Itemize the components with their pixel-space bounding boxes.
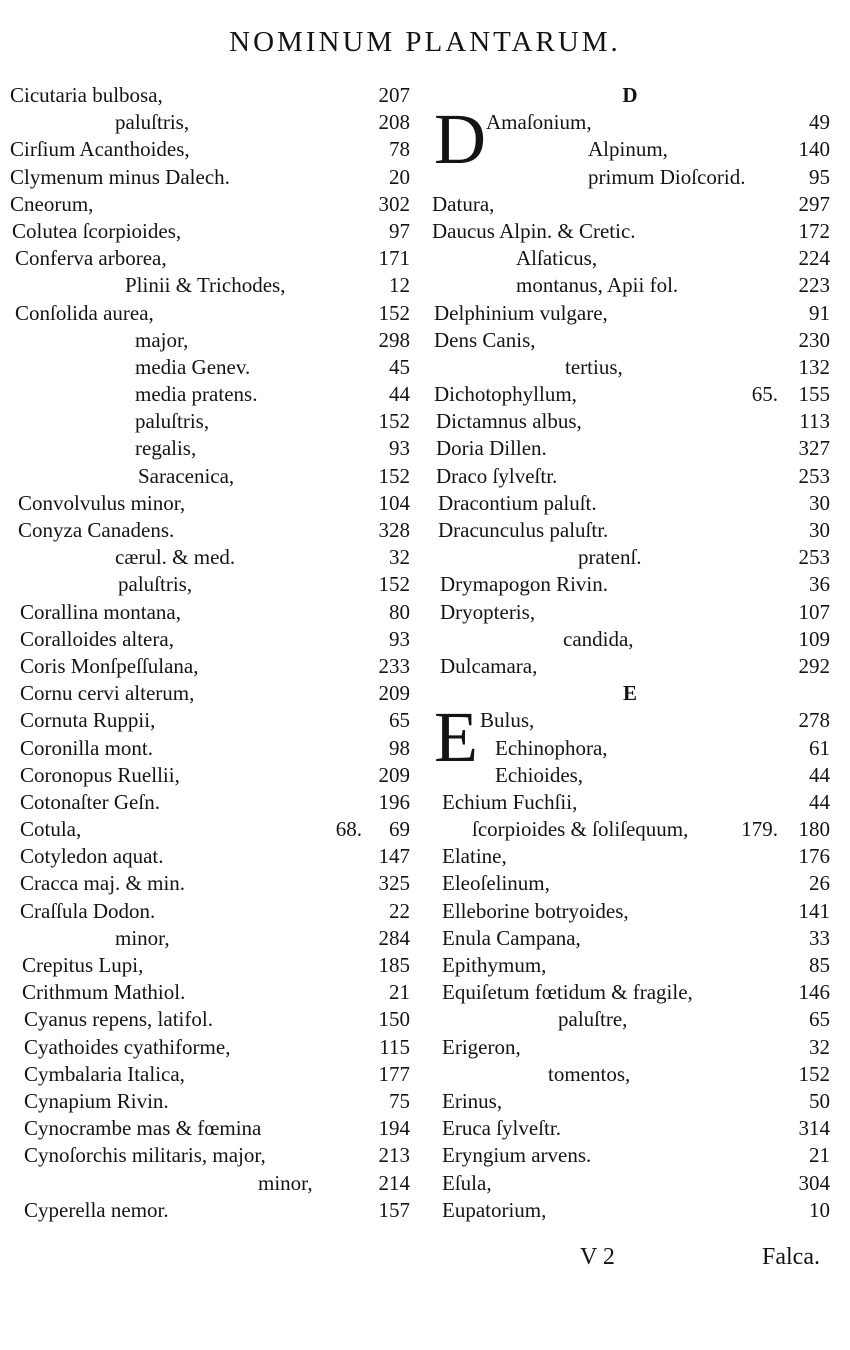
index-entry (430, 1115, 830, 1142)
entry-name: Dens Canis, (434, 327, 536, 352)
entry-name: Conſolida aurea, (15, 300, 154, 325)
entry-name: tertius, (565, 354, 623, 379)
index-entry (10, 544, 410, 571)
entry-page-number: 49 (809, 110, 830, 135)
index-entry (10, 843, 410, 870)
index-entry (430, 354, 830, 381)
entry-name: Erigeron, (442, 1034, 521, 1059)
entry-name: paluſtris, (115, 110, 190, 135)
entry-page-number: 98 (389, 735, 410, 760)
entry-page-number: 141 (798, 898, 830, 923)
index-entry (10, 1197, 410, 1224)
entry-page-number: 80 (389, 599, 410, 624)
entry-name: Cirſium Acanthoides, (10, 137, 190, 162)
entry-name: minor, (258, 1170, 313, 1195)
index-entry (10, 735, 410, 762)
index-entry (430, 463, 830, 490)
entry-name: tomentos, (548, 1061, 631, 1086)
entry-page-number: 85 (809, 953, 830, 977)
index-entry (430, 952, 830, 979)
index-entry (10, 218, 410, 245)
index-entry (10, 1006, 410, 1033)
index-entry (430, 925, 830, 952)
entry-name: Cyanus repens, latifol. (24, 1007, 213, 1032)
entry-page-number: 176 (798, 844, 830, 869)
entry-page-number: 314 (798, 1116, 830, 1141)
entry-page-number: 140 (798, 137, 830, 162)
entry-page-number: 177 (378, 1061, 410, 1086)
drop-capital: E (434, 697, 478, 778)
entry-name: Dulcamara, (440, 653, 538, 678)
entry-page-number: 298 (378, 327, 410, 352)
entry-name: Colutea ſcorpioides, (12, 218, 182, 243)
entry-name: Corallina montana, (20, 599, 181, 624)
index-entry (430, 626, 830, 653)
entry-name: Cneorum, (10, 191, 94, 216)
entry-page-number: 171 (378, 246, 410, 271)
entry-page-number: 30 (809, 518, 830, 542)
entry-page-number: 194 (378, 1116, 410, 1141)
entry-page-number: 93 (389, 436, 410, 461)
index-entry (10, 327, 410, 354)
index-entry (10, 979, 410, 1006)
index-entry (430, 381, 830, 408)
entry-page-number: 21 (389, 980, 410, 1005)
index-entry (430, 245, 830, 272)
entry-name: Cynapium Rivin. (24, 1088, 169, 1113)
index-entry (10, 435, 410, 462)
index-entry (430, 490, 830, 517)
entry-page-number: 22 (389, 898, 410, 923)
entry-name: major, (135, 327, 189, 352)
entry-page-number: 180 (798, 817, 830, 842)
signature-mark: V 2 (580, 1244, 615, 1270)
entry-name: Alſaticus, (516, 246, 598, 271)
entry-page-number: 115 (379, 1034, 410, 1059)
entry-page-number: 109 (798, 626, 830, 651)
section-letter: D (622, 83, 638, 107)
entry-page-number: 325 (378, 871, 410, 896)
entry-name: Eryngium arvens. (442, 1143, 592, 1168)
index-entry (10, 109, 410, 136)
entry-page-number: 208 (378, 110, 410, 135)
entry-name: media Genev. (135, 354, 251, 379)
entry-page-number: 172 (798, 218, 830, 243)
drop-capital: D (434, 99, 486, 180)
entry-name: paluſtris, (135, 409, 210, 434)
index-entry (10, 1142, 410, 1169)
entry-name: minor, (115, 925, 170, 950)
entry-page-number: 44 (389, 382, 410, 407)
entry-name: Dictamnus albus, (436, 409, 582, 434)
entry-name: cærul. & med. (115, 545, 236, 570)
entry-page-number: 12 (389, 273, 410, 298)
index-entry (430, 517, 830, 544)
entry-name: Plinii & Trichodes, (125, 273, 286, 298)
entry-page-number: 213 (378, 1143, 410, 1168)
entry-name: Cotyledon aquat. (20, 844, 164, 869)
entry-page-number: 65 (809, 1007, 830, 1032)
entry-page-number: 91 (809, 300, 830, 325)
entry-name: Echioides, (495, 762, 584, 787)
entry-page-extra: 68. (335, 817, 362, 842)
entry-page-number: 297 (798, 191, 830, 216)
entry-name: Cymbalaria Italica, (24, 1061, 185, 1086)
index-entry (430, 1170, 830, 1197)
index-entry (430, 272, 830, 299)
entry-page-number: 196 (378, 789, 410, 814)
index-entry (10, 1034, 410, 1061)
entry-page-number: 113 (799, 409, 830, 434)
index-entry (430, 898, 830, 925)
entry-page-number: 104 (378, 490, 410, 515)
entry-page-number: 95 (809, 164, 830, 189)
section-letter: E (622, 681, 637, 706)
entry-page-number: 327 (798, 436, 830, 461)
entry-page-number: 50 (809, 1088, 830, 1113)
entry-page-number: 209 (378, 762, 410, 787)
entry-page-number: 214 (378, 1170, 410, 1195)
entry-name: Bulus, (480, 708, 535, 733)
entry-name: Dracunculus paluſtr. (438, 518, 609, 542)
index-entry (10, 925, 410, 952)
entry-page-number: 207 (378, 83, 410, 107)
index-entry (430, 1197, 830, 1224)
index-entry (10, 300, 410, 327)
entry-name: Cotonaſter Geſn. (20, 789, 160, 814)
index-entry (10, 789, 410, 816)
index-entry (430, 843, 830, 870)
entry-name: Cynoſorchis militaris, major, (24, 1143, 266, 1168)
entry-name: Craſſula Dodon. (20, 898, 156, 923)
index-entry (10, 680, 410, 707)
entry-name: Cicutaria bulbosa, (10, 83, 163, 107)
entry-page-number: 97 (389, 218, 410, 243)
index-entry (430, 571, 830, 598)
index-entry (430, 300, 830, 327)
entry-page-number: 152 (378, 409, 410, 434)
entry-name: Equiſetum fœtidum & fragile, (442, 980, 693, 1005)
index-entry (430, 327, 830, 354)
entry-name: Delphinium vulgare, (434, 300, 608, 325)
entry-name: Enula Campana, (442, 925, 581, 950)
index-entry (10, 898, 410, 925)
entry-name: Conyza Canadens. (18, 518, 175, 542)
entry-page-extra: 65. (751, 382, 778, 407)
entry-name: Dichotophyllum, (434, 382, 577, 407)
entry-name: Datura, (432, 191, 495, 216)
index-entry (10, 245, 410, 272)
entry-name: Doria Dillen. (436, 436, 547, 461)
entry-page-number: 93 (389, 626, 410, 651)
entry-page-number: 26 (809, 871, 830, 896)
entry-name: Saracenica, (138, 463, 235, 488)
index-entry (10, 653, 410, 680)
entry-name: Crepitus Lupi, (22, 953, 144, 977)
entry-name: Echium Fuchſii, (442, 789, 578, 814)
index-entry (10, 191, 410, 218)
entry-name: Erinus, (442, 1088, 503, 1113)
index-entry (430, 1088, 830, 1115)
index-entry (430, 979, 830, 1006)
entry-page-number: 152 (378, 463, 410, 488)
entry-name: Draco ſylveſtr. (436, 463, 558, 488)
index-entry (10, 1170, 410, 1197)
entry-page-number: 36 (809, 572, 830, 597)
index-entry (430, 735, 830, 762)
catchword: Falca. (762, 1244, 820, 1270)
entry-page-number: 78 (389, 137, 410, 162)
index-entry (10, 490, 410, 517)
entry-name: Crithmum Mathiol. (22, 980, 186, 1005)
entry-page-number: 223 (798, 273, 830, 298)
page-title: NOMINUM PLANTARUM. (229, 26, 621, 58)
entry-page-number: 147 (378, 844, 410, 869)
entry-name: candida, (563, 626, 634, 651)
entry-page-number: 152 (378, 300, 410, 325)
entry-page-number: 328 (378, 518, 410, 542)
entry-name: Cynocrambe mas & fœmina (24, 1116, 262, 1141)
entry-page-number: 152 (798, 1061, 830, 1086)
entry-name: Eupatorium, (442, 1197, 547, 1222)
entry-name: Eruca ſylveſtr. (442, 1116, 561, 1141)
entry-page-number: 253 (798, 463, 830, 488)
entry-page-number: 150 (378, 1007, 410, 1032)
entry-name: Epithymum, (442, 953, 547, 977)
entry-name: Cyathoides cyathiforme, (24, 1034, 231, 1059)
entry-page-number: 157 (378, 1197, 410, 1222)
entry-page-number: 304 (798, 1170, 830, 1195)
entry-name: montanus, Apii fol. (516, 273, 679, 298)
index-entry (430, 164, 830, 191)
entry-page-number: 61 (809, 735, 830, 760)
index-entry (10, 82, 410, 109)
entry-name: Coris Monſpeſſulana, (20, 653, 199, 678)
index-entry (10, 816, 410, 843)
entry-name: Eleoſelinum, (442, 871, 550, 896)
entry-page-number: 44 (809, 789, 830, 814)
entry-name: Coralloides altera, (20, 626, 174, 651)
entry-page-number: 65 (389, 708, 410, 733)
index-entry (430, 816, 830, 843)
section-letter-heading (430, 82, 830, 109)
entry-page-number: 278 (798, 708, 830, 733)
entry-page-number: 302 (378, 191, 410, 216)
section-letter-heading (430, 680, 830, 707)
entry-page-number: 152 (378, 572, 410, 597)
entry-page-number: 233 (378, 653, 410, 678)
entry-name: Dryopteris, (440, 599, 536, 624)
entry-name: Elleborine botryoides, (442, 898, 629, 923)
entry-page-number: 69 (389, 817, 410, 842)
entry-name: Clymenum minus Dalech. (10, 164, 230, 189)
entry-name: primum Dioſcorid. (588, 164, 746, 189)
index-column-right (430, 82, 830, 1224)
entry-page-number: 32 (809, 1034, 830, 1059)
entry-name: regalis, (135, 436, 197, 461)
entry-name: paluſtris, (118, 572, 193, 597)
index-entry (430, 1034, 830, 1061)
entry-page-number: 33 (809, 925, 830, 950)
index-entry (430, 1061, 830, 1088)
index-entry (430, 599, 830, 626)
entry-name: Cornuta Ruppii, (20, 708, 156, 733)
index-entry (430, 789, 830, 816)
entry-name: Alpinum, (588, 137, 668, 162)
entry-name: media pratens. (135, 382, 258, 407)
entry-name: Cracca maj. & min. (20, 871, 186, 896)
entry-name: Coronopus Ruellii, (20, 762, 180, 787)
entry-page-number: 155 (798, 382, 830, 407)
index-entry (10, 354, 410, 381)
index-entry (430, 408, 830, 435)
entry-name: Cyperella nemor. (24, 1197, 169, 1222)
entry-name: Conferva arborea, (15, 246, 167, 271)
entry-page-number: 284 (378, 925, 410, 950)
entry-name: ſcorpioides & ſoliſequum, (472, 817, 689, 842)
index-entry (10, 272, 410, 299)
index-entry (10, 870, 410, 897)
index-entry (10, 164, 410, 191)
entry-page-number: 253 (798, 545, 830, 570)
index-entry (430, 544, 830, 571)
entry-name: Convolvulus minor, (18, 490, 186, 515)
entry-page-number: 75 (389, 1088, 410, 1113)
entry-page-number: 292 (798, 653, 830, 678)
entry-name: Coronilla mont. (20, 735, 153, 760)
index-entry (10, 408, 410, 435)
index-entry (10, 952, 410, 979)
entry-page-number: 185 (378, 953, 410, 977)
index-entry (430, 762, 830, 789)
index-entry (10, 571, 410, 598)
entry-name: Echinophora, (495, 735, 608, 760)
entry-name: Eſula, (442, 1170, 492, 1195)
index-entry (430, 191, 830, 218)
index-entry (10, 136, 410, 163)
index-entry (10, 1115, 410, 1142)
index-entry (10, 599, 410, 626)
index-entry (10, 463, 410, 490)
entry-name: Dracontium paluſt. (438, 490, 597, 515)
entry-name: Daucus Alpin. & Cretic. (432, 218, 636, 243)
entry-page-number: 10 (809, 1197, 830, 1222)
entry-page-number: 132 (798, 354, 830, 379)
entry-page-number: 224 (798, 246, 830, 271)
entry-name: paluſtre, (558, 1007, 628, 1032)
entry-page-extra: 179. (741, 817, 778, 842)
index-column-left (10, 82, 410, 1224)
index-entry (10, 762, 410, 789)
index-entry (10, 517, 410, 544)
index-entry (430, 870, 830, 897)
entry-page-number: 230 (798, 327, 830, 352)
index-entry (430, 218, 830, 245)
index-entry (430, 1006, 830, 1033)
entry-page-number: 21 (809, 1143, 830, 1168)
entry-page-number: 44 (809, 762, 830, 787)
index-entry (10, 381, 410, 408)
entry-page-number: 146 (798, 980, 830, 1005)
index-entry (10, 626, 410, 653)
index-entry (10, 707, 410, 734)
entry-page-number: 30 (809, 490, 830, 515)
entry-page-number: 45 (389, 354, 410, 379)
entry-name: Elatine, (442, 844, 507, 869)
index-entry (430, 1142, 830, 1169)
index-entry (430, 653, 830, 680)
index-entry (430, 435, 830, 462)
entry-name: Cotula, (20, 817, 82, 842)
entry-name: Amaſonium, (486, 110, 592, 135)
entry-name: pratenſ. (578, 545, 642, 570)
index-entry (430, 136, 830, 163)
entry-page-number: 107 (798, 599, 830, 624)
entry-name: Drymapogon Rivin. (440, 572, 608, 597)
entry-name: Cornu cervi alterum, (20, 681, 195, 706)
entry-page-number: 20 (389, 164, 410, 189)
entry-page-number: 32 (389, 545, 410, 570)
entry-page-number: 209 (378, 681, 410, 706)
index-entry (10, 1061, 410, 1088)
index-entry (10, 1088, 410, 1115)
